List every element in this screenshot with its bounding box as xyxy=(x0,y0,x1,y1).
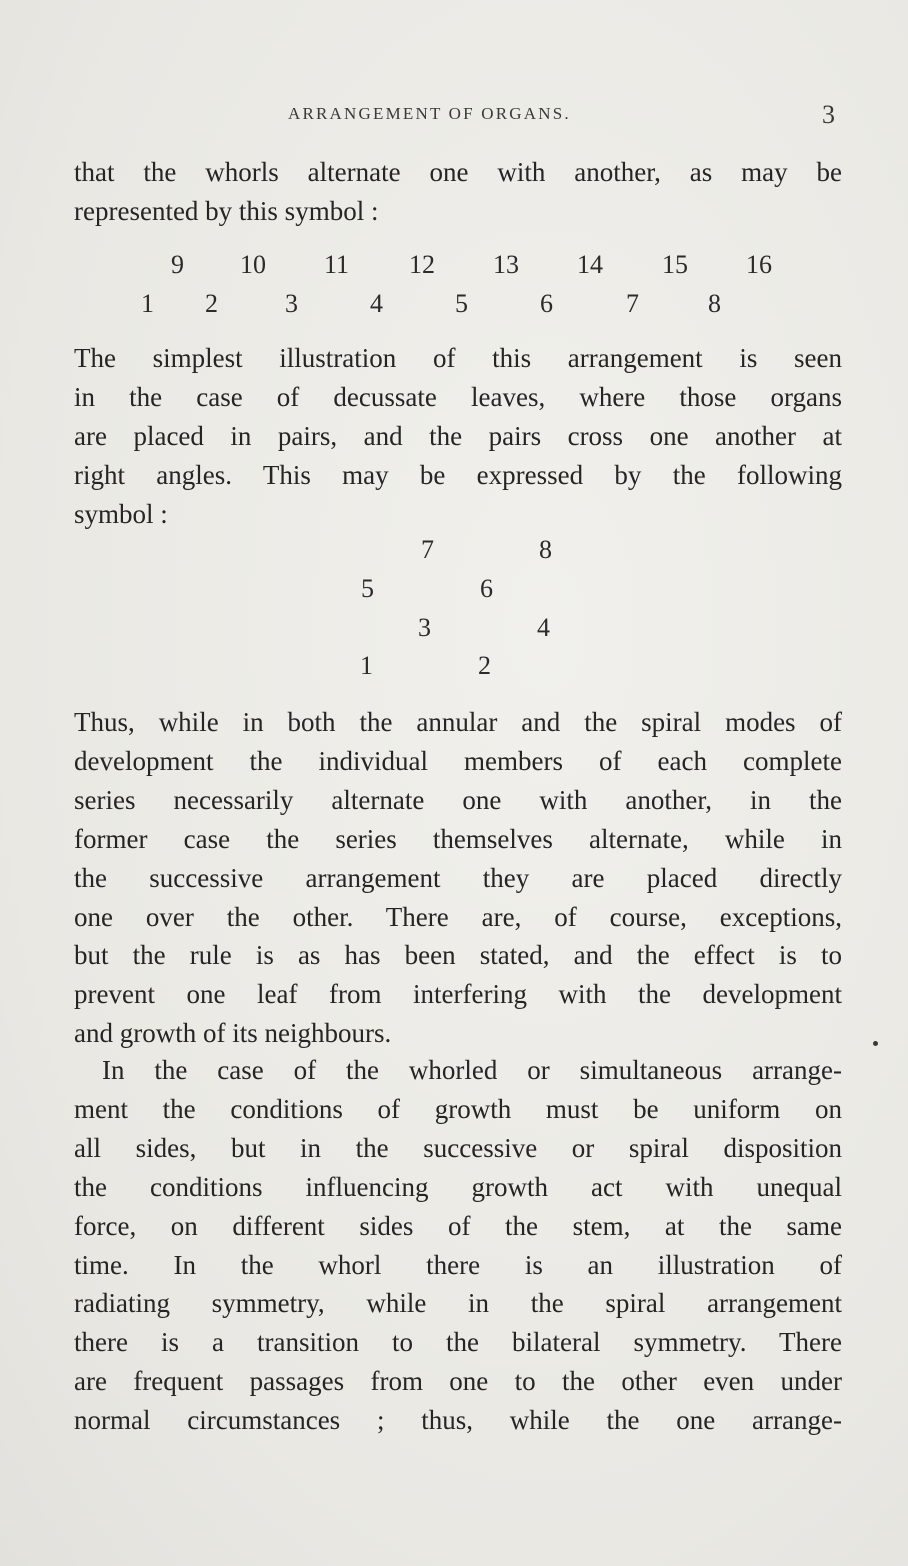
text-line: radiating symmetry, while in the spiral arrangement xyxy=(74,1288,842,1319)
text-line: there is a transition to the bilateral symmetry. There xyxy=(74,1327,842,1358)
symbol-number: 3 xyxy=(285,289,298,318)
running-head-title: ARRANGEMENT OF ORGANS. xyxy=(288,104,571,123)
symbol-number: 1 xyxy=(360,651,373,680)
text-line: prevent one leaf from interfering with the development xyxy=(74,979,842,1010)
symbol-number: 6 xyxy=(540,289,553,318)
symbol-number: 7 xyxy=(626,289,639,318)
symbol-number: 7 xyxy=(421,535,434,564)
text-line: right angles. This may be expressed by the following xyxy=(74,459,842,490)
symbol-number: 5 xyxy=(455,289,468,318)
symbol-number: 13 xyxy=(493,250,519,279)
paragraph-decussate xyxy=(74,339,842,534)
text-line: The simplest illustration of this arrangement is seen xyxy=(74,343,842,373)
text-line: normal circumstances ; thus, while the one arrange- xyxy=(74,1405,842,1436)
symbol-number: 6 xyxy=(480,574,493,603)
text-line: the conditions influencing growth act with unequal xyxy=(74,1171,842,1202)
paragraph-whorled-simultaneous xyxy=(74,1051,842,1440)
text-line: one over the other. There are, of course, exceptions, xyxy=(74,901,842,932)
symbol-number: 8 xyxy=(539,535,552,564)
text-line: development the individual members of each complete xyxy=(74,745,842,776)
symbol-number: 2 xyxy=(205,289,218,318)
paragraph-annular-spiral xyxy=(74,703,842,1053)
symbol-number: 2 xyxy=(478,651,491,680)
paper-speck xyxy=(873,1041,878,1046)
symbol-number: 5 xyxy=(361,574,374,603)
text-line: are frequent passages from one to the other even under xyxy=(74,1366,842,1397)
text-line: are placed in pairs, and the pairs cross one another at xyxy=(74,420,842,451)
text-line: Thus, while in both the annular and the spiral modes of xyxy=(74,707,842,737)
symbol-number: 4 xyxy=(537,613,550,642)
symbol-number: 8 xyxy=(708,289,721,318)
symbol-number: 16 xyxy=(746,250,772,279)
symbol-number: 3 xyxy=(418,613,431,642)
text-line: time. In the whorl there is an illustration of xyxy=(74,1249,842,1280)
text-line: series necessarily alternate one with another, in the xyxy=(74,784,842,815)
text-line: the successive arrangement they are placed directly xyxy=(74,862,842,893)
symbol-number: 14 xyxy=(577,250,603,279)
text-line: symbol : xyxy=(74,498,168,529)
page-number: 3 xyxy=(822,100,835,129)
text-line: all sides, but in the successive or spiral disposition xyxy=(74,1132,842,1163)
text-line: in the case of decussate leaves, where those organs xyxy=(74,381,842,412)
symbol-number: 1 xyxy=(141,289,154,318)
text-line: In the case of the whorled or simultaneous arrange- xyxy=(102,1055,842,1085)
symbol-number: 15 xyxy=(662,250,688,279)
paragraph-whorls xyxy=(74,153,842,231)
symbol-number: 12 xyxy=(409,250,435,279)
text-line: ment the conditions of growth must be uniform on xyxy=(74,1093,842,1124)
symbol-number: 9 xyxy=(171,250,184,279)
text-line: former case the series themselves alternate, while in xyxy=(74,823,842,854)
text-line: but the rule is as has been stated, and the effect is to xyxy=(74,940,842,971)
symbol-number: 10 xyxy=(240,250,266,279)
text-line: and growth of its neighbours. xyxy=(74,1018,392,1049)
symbol-number: 11 xyxy=(324,250,350,279)
running-head xyxy=(0,100,908,134)
text-line: force, on different sides of the stem, at the same xyxy=(74,1210,842,1241)
text-line: represented by this symbol : xyxy=(74,195,379,226)
text-line: that the whorls alternate one with another, as may be xyxy=(74,157,842,187)
symbol-number: 4 xyxy=(370,289,383,318)
